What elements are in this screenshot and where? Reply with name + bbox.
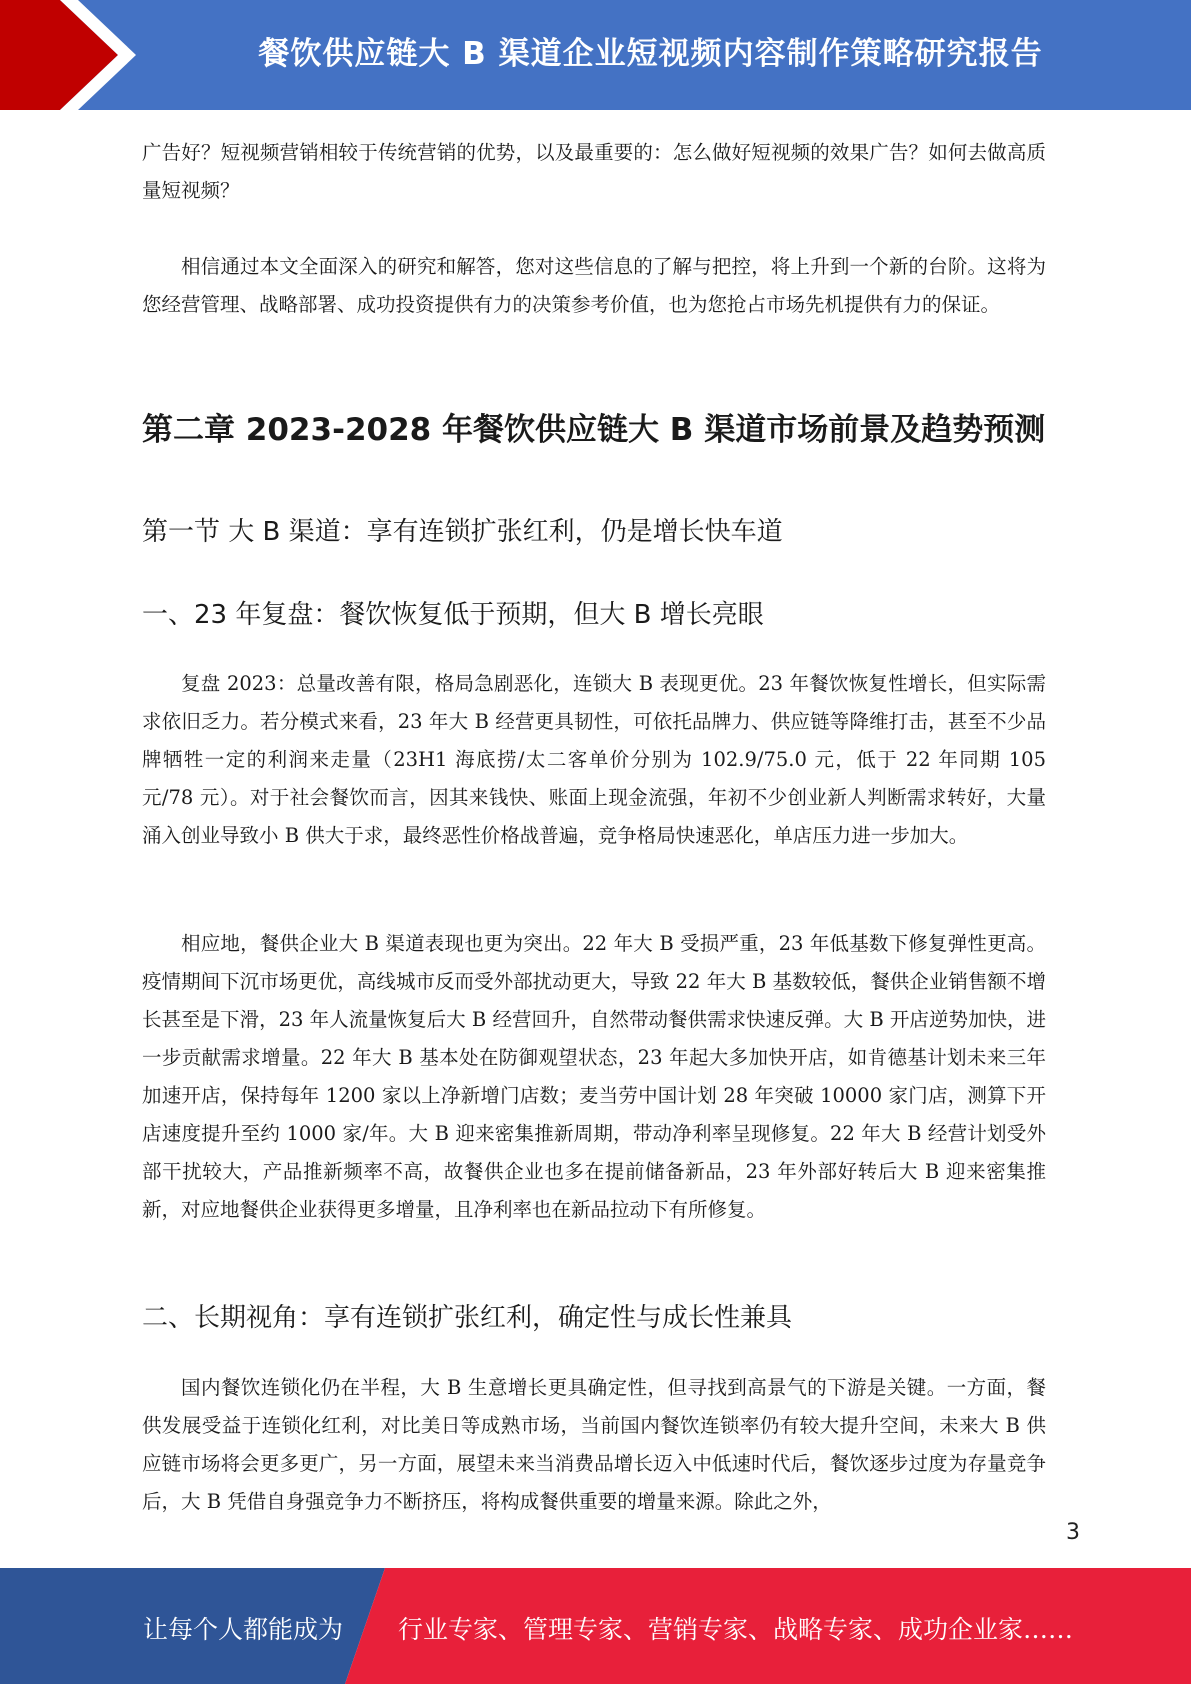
subsection-heading-review: 一、23 年复盘：餐饮恢复低于预期，但大 B 增长亮眼 xyxy=(142,600,764,630)
page-number: 3 xyxy=(1066,1520,1080,1545)
subsection-heading-longterm: 二、长期视角：享有连锁扩张红利，确定性与成长性兼具 xyxy=(142,1303,793,1333)
paragraph-intro-tail: 广告好？短视频营销相较于传统营销的优势，以及最重要的：怎么做好短视频的效果广告？如何去做高质量短视频？ xyxy=(142,141,1046,202)
page-header xyxy=(0,0,1191,110)
page-footer xyxy=(0,1568,1191,1684)
report-title: 餐饮供应链大 B 渠道企业短视频内容制作策略研究报告 xyxy=(258,36,1043,72)
footer-slogan-left: 让每个人都能成为 xyxy=(143,1615,344,1644)
section-heading: 第一节 大 B 渠道：享有连锁扩张红利，仍是增长快车道 xyxy=(142,517,783,547)
paragraph-longterm: 国内餐饮连锁化仍在半程，大 B 生意增长更具确定性，但寻找到高景气的下游是关键。一方面，餐供发展受益于连锁化红利，对比美日等成熟市场，当前国内餐饮连锁率仍有较大提升空间，未来大 B 供应链市场将会更多更广，另一方面，展望未来当消费品增长迈入中低速时代后，餐饮逐步过度为存量竞争后，大 B 凭借自身强竞争力不断挤压，将构成餐供重要的增量来源。除此之外， xyxy=(142,1376,1046,1513)
paragraph-response: 相应地，餐供企业大 B 渠道表现也更为突出。22 年大 B 受损严重，23 年低基数下修复弹性更高。疫情期间下沉市场更优，高线城市反而受外部扰动更大，导致 22 年大 B 基数较低，餐供企业销售额不增长甚至是下滑，23 年人流量恢复后大 B 经营回升，自然带动餐供需求快速反弹。大 B 开店逆势加快，进一步贡献需求增量。22 年大 B 基本处在防御观望状态，23 年起大多加快开店，如肯德基计划未来三年加速开店，保持每年 1200 家以上净新增门店数；麦当劳中国计划 28 年突破 10000 家门店，测算下开店速度提升至约 1000 家/年。大 B 迎来密集推新周期，带动净利率呈现修复。22 年大 B 经营计划受外部干扰较大，产品推新频率不高，故餐供企业也多在提前储备新品，23 年外部好转后大 B 迎来密集推新，对应地餐供企业获得更多增量，且净利率也在新品拉动下有所修复。 xyxy=(142,932,1046,1221)
footer-slogan-right: 行业专家、管理专家、营销专家、战略专家、成功企业家…… xyxy=(398,1615,1074,1644)
header-chevron-decoration xyxy=(0,0,170,110)
paragraph-intro-value: 相信通过本文全面深入的研究和解答，您对这些信息的了解与把控，将上升到一个新的台阶。这将为您经营管理、战略部署、成功投资提供有力的决策参考价值，也为您抢占市场先机提供有力的保证。 xyxy=(142,255,1046,316)
chapter-heading: 第二章 2023-2028 年餐饮供应链大 B 渠道市场前景及趋势预测 xyxy=(142,412,1046,448)
paragraph-review-2023: 复盘 2023：总量改善有限，格局急剧恶化，连锁大 B 表现更优。23 年餐饮恢复性增长，但实际需求依旧乏力。若分模式来看，23 年大 B 经营更具韧性，可依托品牌力、供应链等降维打击，甚至不少品牌牺牲一定的利润来走量（23H1 海底捞/太二客单价分别为 102.9/75.0 元，低于 22 年同期 105 元/78 元）。对于社会餐饮而言，因其来钱快、账面上现金流强，年初不少创业新人判断需求转好，大量涌入创业导致小 B 供大于求，最终恶性价格战普遍，竞争格局快速恶化，单店压力进一步加大。 xyxy=(142,672,1046,847)
